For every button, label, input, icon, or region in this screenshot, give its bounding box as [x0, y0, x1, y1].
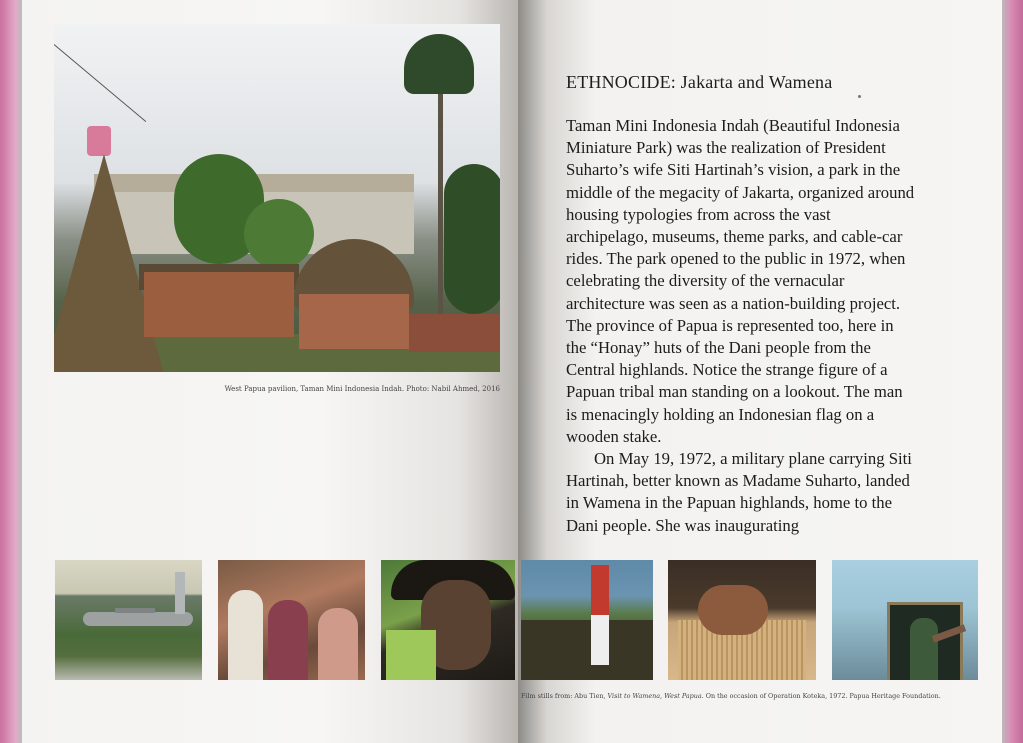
book-edge-right [1002, 0, 1023, 743]
film-stills-caption [521, 692, 979, 700]
thatched-hut-large [54, 154, 164, 372]
book-edge-left [0, 0, 22, 743]
honay-hut-left [144, 272, 294, 337]
caption-film-title: Visit to Wamena, West Papua. [607, 692, 704, 700]
film-still-plane [55, 560, 202, 680]
caption-prefix: Film stills from: Abu Tien, [521, 692, 608, 700]
page-speck [858, 95, 861, 98]
article-heading: ETHNOCIDE: Jakarta and Wamena [566, 72, 833, 92]
film-still-hands [668, 560, 816, 680]
film-still-flag [521, 560, 653, 680]
film-still-crowd [218, 560, 365, 680]
article-paragraph-1: Taman Mini Indonesia Indah (Beautiful Indonesia Miniature Park) was the realization of President Suharto’s wife Siti Hartinah’s vision, a park in the middle of the megacity of Jakarta, organized around housing typologies from across the vast archipelago, museums, theme parks, and cable-car rides. The park opened to the public in 1972, when celebrating the diversity of the vernacular architecture was seen as a nation-building project. The province of Papua is represented too, here in the “Honay” huts of the Dani people from the Central highlands. Notice the strange figure of a Papuan tribal man standing on a lookout. The man is menacingly holding an Indonesian flag on a wooden stake. [566, 116, 915, 446]
cable-car-gondola [87, 126, 111, 156]
film-still-doorway [832, 560, 978, 680]
film-still-portrait [381, 560, 515, 680]
caption-suffix: On the occasion of Operation Koteka, 1972. Papua Heritage Foundation. [703, 692, 941, 700]
article-paragraph-2: On May 19, 1972, a military plane carrying Siti Hartinah, better known as Madame Suharto, landed in Wamena in the Papuan highlands, home to the Dani people. She was inaugurating [566, 449, 912, 535]
photo-caption: West Papua pavilion, Taman Mini Indonesia Indah. Photo: Nabil Ahmed, 2016 [224, 385, 500, 393]
article [566, 72, 916, 537]
pavilion-photo [54, 24, 500, 372]
honay-hut-right [299, 294, 409, 349]
